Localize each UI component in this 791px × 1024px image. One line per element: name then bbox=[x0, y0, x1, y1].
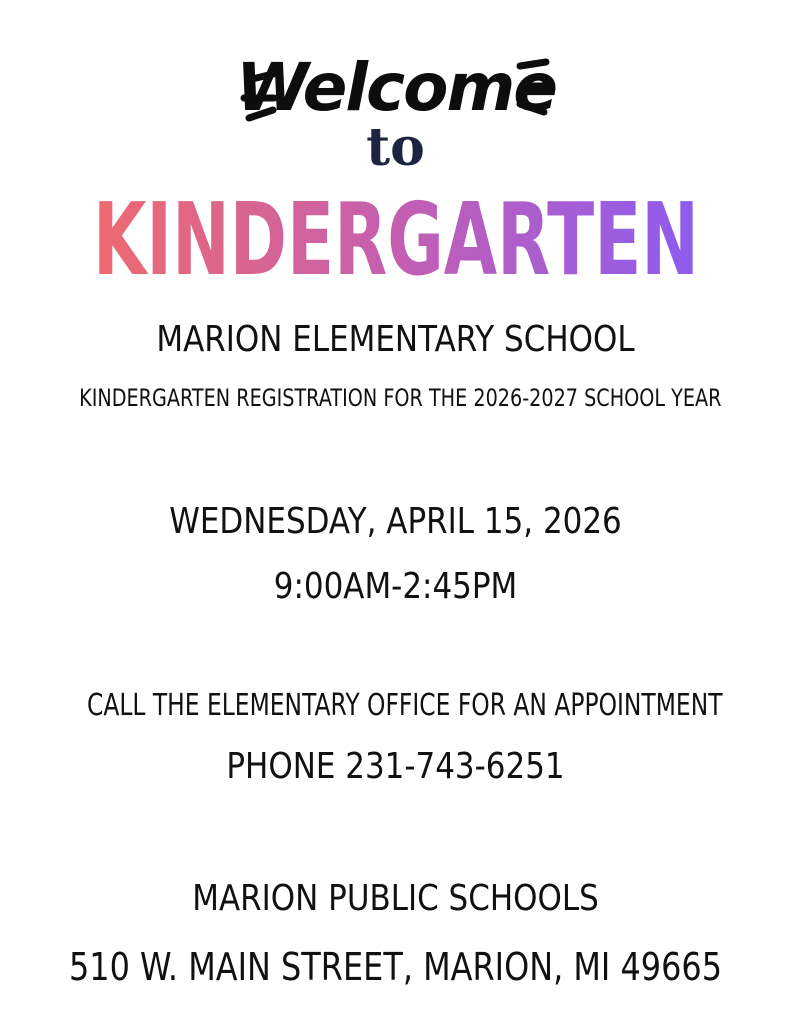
kindergarten-graphic bbox=[0, 178, 791, 288]
to-word: to bbox=[366, 117, 425, 178]
welcome-heading bbox=[0, 28, 791, 128]
kindergarten-heading bbox=[0, 178, 791, 288]
kindergarten-title: KINDERGARTEN bbox=[93, 181, 699, 288]
welcome-graphic bbox=[0, 28, 791, 128]
phone-number: PHONE 231-743-6251 bbox=[226, 746, 565, 787]
event-date: WEDNESDAY, APRIL 15, 2026 bbox=[169, 501, 622, 542]
welcome-text: Welcome bbox=[236, 49, 556, 126]
appointment-instruction: CALL THE ELEMENTARY OFFICE FOR AN APPOINTMENT bbox=[87, 688, 723, 723]
district-name: MARION PUBLIC SCHOOLS bbox=[192, 878, 599, 919]
event-time: 9:00AM-2:45PM bbox=[273, 566, 518, 607]
registration-subtitle: KINDERGARTEN REGISTRATION FOR THE 2026-2027 SCHOOL YEAR bbox=[79, 384, 722, 412]
school-name: MARION ELEMENTARY SCHOOL bbox=[156, 319, 635, 360]
district-address: 510 W. MAIN STREET, MARION, MI 49665 bbox=[68, 945, 723, 989]
